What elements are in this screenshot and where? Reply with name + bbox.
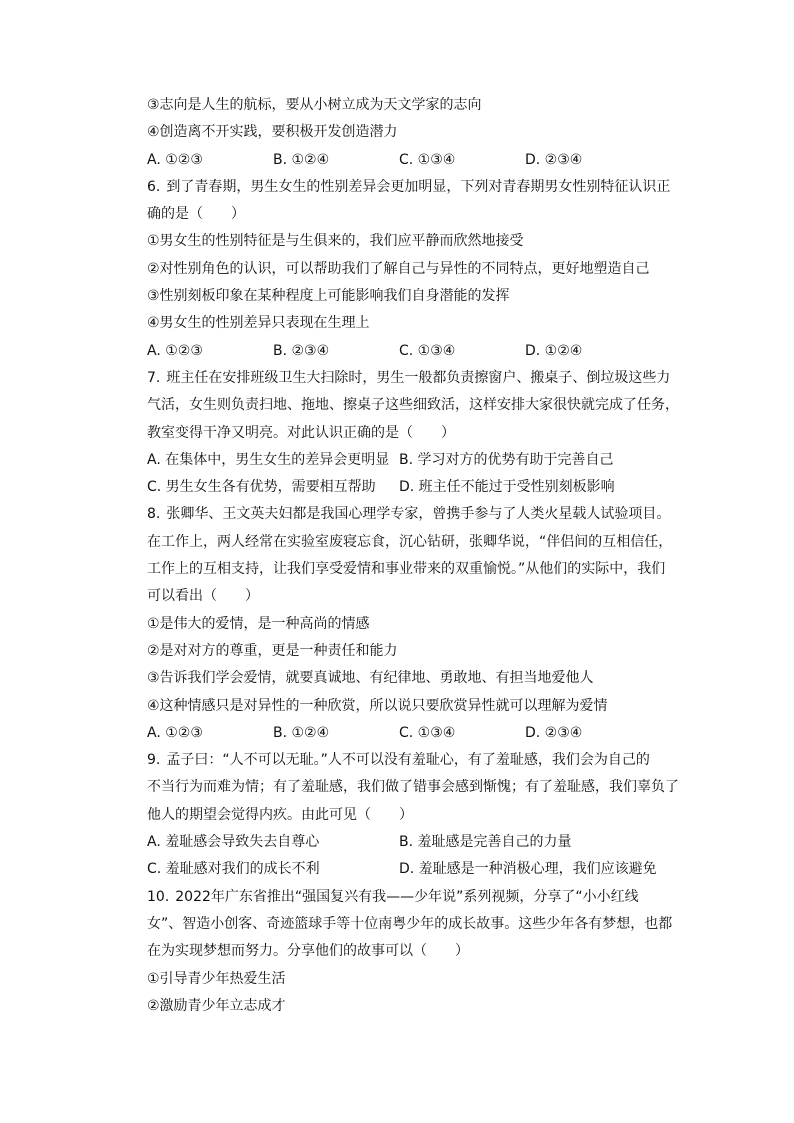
q6-item-4: ④男女生的性别差异只表现在生理上 (147, 315, 370, 332)
q8-stem-line-3: 工作上的互相支持，让我们享受爱情和事业带来的双重愉悦。”从他们的实际中，我们 (147, 561, 666, 578)
q10-stem-line-2: 女”、智造小创客、奇迹篮球手等十位南粤少年的成长故事。这些少年各有梦想，也都 (147, 915, 673, 932)
q6-number: 6. (147, 178, 161, 195)
q6-option-a[interactable]: A. ①②③ (147, 342, 203, 359)
q6-item-2: ②对性别角色的认识，可以帮助我们了解自己与异性的不同特点，更好地塑造自己 (147, 260, 650, 277)
q9-number: 9. (147, 752, 161, 769)
q9-option-a[interactable]: A. 羞耻感会导致失去自尊心 (147, 834, 320, 851)
q7-stem-line-3: 教室变得干净又明亮。对此认识正确的是（ ） (147, 424, 455, 441)
q6-stem-line-1 (147, 174, 671, 201)
page-content (147, 92, 679, 1020)
q6-option-d[interactable]: D. ①②④ (525, 342, 583, 359)
q6-option-b[interactable]: B. ②③④ (273, 342, 330, 359)
q7-option-b[interactable]: B. 学习对方的优势有助于完善自己 (399, 451, 614, 468)
q10-stem-text-1: 2022年广东省推出“强国复兴有我——少年说”系列视频，分享了“小小红线 (175, 888, 639, 905)
q10-number: 10. (147, 888, 170, 905)
q6-item-1: ①男女生的性别特征是与生俱来的，我们应平静而欣然地接受 (147, 233, 524, 250)
q10-item-1: ①引导青少年热爱生活 (147, 970, 286, 987)
q7-option-d[interactable]: D. 班主任不能过于受性别刻板影响 (399, 479, 615, 496)
q9-stem-line-1 (147, 747, 667, 774)
q7-option-a[interactable]: A. 在集体中，男生女生的差异会更明显 (147, 451, 390, 468)
q9-stem-line-2: 不当行为而难为情；有了羞耻感，我们做了错事会感到惭愧；有了羞耻感，我们辜负了 (147, 779, 679, 796)
q7-number: 7. (147, 369, 161, 386)
q8-stem-text-1: 张卿华、王文英夫妇都是我国心理学专家，曾携手参与了人类火星载人试验项目。 (166, 506, 671, 523)
q6-item-3: ③性别刻板印象在某种程度上可能影响我们自身潜能的发挥 (147, 288, 510, 305)
q5-item-4: ④创造离不开实践，要积极开发创造潜力 (147, 124, 398, 141)
q7-stem-line-1 (147, 365, 671, 392)
q8-options (147, 720, 667, 747)
q7-option-c[interactable]: C. 男生女生各有优势，需要相互帮助 (147, 479, 376, 496)
q9-option-b[interactable]: B. 羞耻感是完善自己的力量 (399, 834, 572, 851)
q5-option-c[interactable]: C. ①③④ (399, 151, 456, 168)
q6-stem-line-2: 确的是（ ） (147, 206, 245, 223)
q5-option-b[interactable]: B. ①②④ (273, 151, 330, 168)
q7-stem-line-2: 气活，女生则负责扫地、拖地、擦桌子这些细致活，这样安排大家很快就完成了任务， (147, 397, 679, 414)
q6-stem-text-1: 到了青春期，男生女生的性别差异会更加明显，下列对青春期男女性别特征认识正 (166, 178, 671, 195)
q8-item-1: ①是伟大的爱情，是一种高尚的情感 (147, 615, 370, 632)
q5-option-d[interactable]: D. ②③④ (525, 151, 583, 168)
q8-option-b[interactable]: B. ①②④ (273, 724, 330, 741)
q8-option-a[interactable]: A. ①②③ (147, 724, 203, 741)
q6-option-c[interactable]: C. ①③④ (399, 342, 456, 359)
q7-options-row-1 (147, 447, 667, 474)
q9-stem-text-1: 孟子曰：“人不可以无耻。”人不可以没有羞耻心，有了羞耻感，我们会为自己的 (166, 752, 650, 769)
q5-item-3: ③志向是人生的航标，要从小树立成为天文学家的志向 (147, 97, 482, 113)
q6-options (147, 338, 667, 365)
q8-stem-line-4: 可以看出（ ） (147, 588, 259, 605)
q8-number: 8. (147, 506, 161, 523)
q8-item-4: ④这种情感只是对异性的一种欣赏，所以说只要欣赏异性就可以理解为爱情 (147, 697, 608, 714)
q7-stem-text-1: 班主任在安排班级卫生大扫除时，男生一般都负责擦窗户、搬桌子、倒垃圾这些力 (166, 369, 671, 386)
q8-stem-line-2: 在工作上，两人经常在实验室废寝忘食，沉心钻研，张卿华说，“伴侣间的互相信任， (147, 533, 673, 550)
q10-item-2: ②激励青少年立志成才 (147, 997, 286, 1014)
q5-options (147, 147, 667, 174)
q8-item-3: ③告诉我们学会爱情，就要真诚地、有纪律地、勇敢地、有担当地爱他人 (147, 670, 594, 687)
q10-stem-line-3: 在为实现梦想而努力。分享他们的故事可以（ ） (147, 943, 469, 960)
q8-option-c[interactable]: C. ①③④ (399, 724, 456, 741)
q9-option-d[interactable]: D. 羞耻感是一种消极心理，我们应该避免 (399, 861, 657, 878)
q10-stem-line-1 (147, 884, 667, 911)
q9-option-c[interactable]: C. 羞耻感对我们的成长不利 (147, 861, 320, 878)
q9-stem-line-3: 他人的期望会觉得内疚。由此可见（ ） (147, 806, 413, 823)
q8-option-d[interactable]: D. ②③④ (525, 724, 583, 741)
q8-item-2: ②是对对方的尊重，更是一种责任和能力 (147, 642, 398, 659)
q9-options-row-2 (147, 856, 667, 883)
q5-option-a[interactable]: A. ①②③ (147, 151, 203, 168)
q8-stem-line-1 (147, 501, 671, 528)
q9-options-row-1 (147, 829, 667, 856)
q7-options-row-2 (147, 474, 667, 501)
